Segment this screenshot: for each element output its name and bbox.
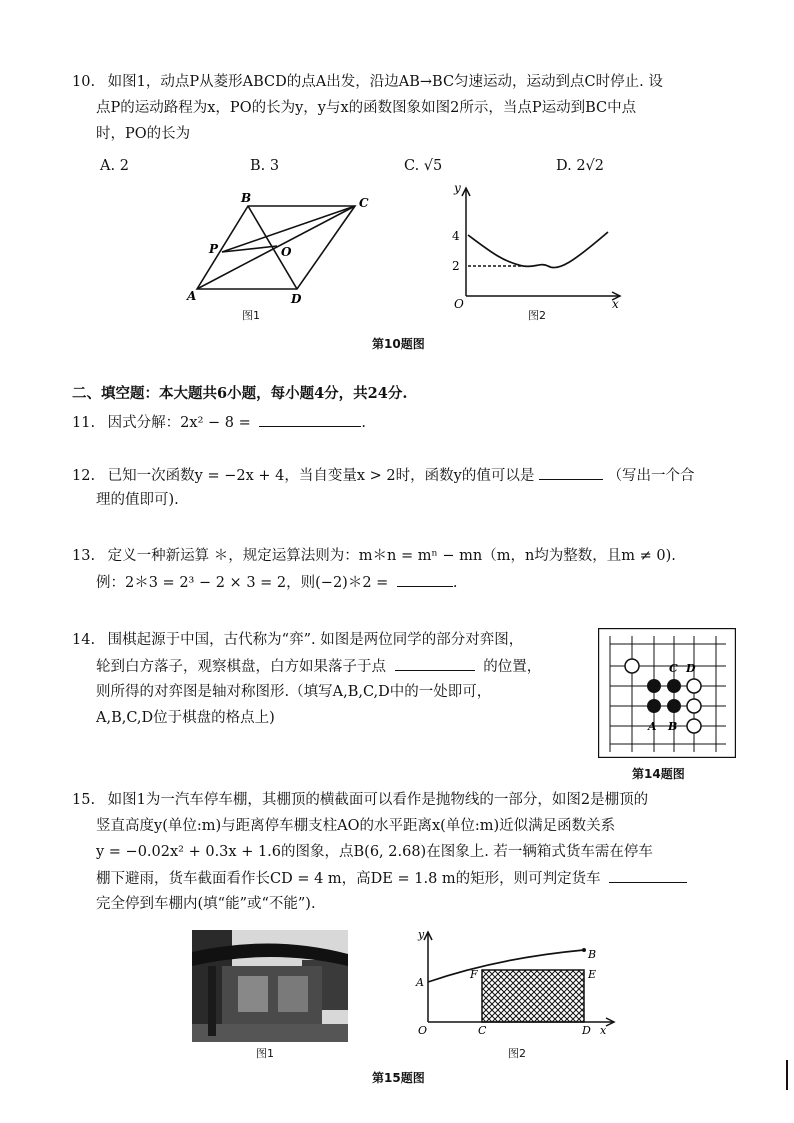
black-stone [667, 699, 681, 713]
point-b-label: B [241, 191, 252, 205]
q12-text-line1-tail: （写出一个合 [607, 468, 695, 484]
q10-option-a: A. 2 [100, 158, 129, 174]
carport-photo [192, 930, 348, 1042]
point-c-label: C [359, 196, 369, 210]
q10-option-c: C. √5 [404, 158, 443, 174]
q15-text-line5: 完全停到车棚内(填“能”或“不能”). [96, 896, 316, 912]
q15-answer-blank[interactable] [609, 868, 687, 883]
q11-answer-blank[interactable] [259, 412, 361, 427]
graph-origin-label: O [454, 297, 464, 310]
q12-number: 12. [72, 468, 96, 484]
board-point-d: D [686, 662, 696, 675]
scan-edge-mark [786, 1060, 788, 1090]
graph2-point-f: F [470, 968, 478, 981]
q12-text-line1: 已知一次函数y = −2x + 4，当自变量x > 2时，函数y的值可以是 [107, 468, 535, 484]
question-11 [72, 412, 366, 433]
q14-text-line1: 围棋起源于中国，古代称为“弈”. 如图是两位同学的部分对弈图， [107, 632, 524, 648]
white-stone [687, 679, 701, 693]
q12-answer-blank[interactable] [539, 465, 603, 480]
q10-function-graph [448, 180, 628, 310]
q15-fig1-label: 图1 [256, 1047, 274, 1060]
graph-tick-2: 2 [452, 259, 460, 273]
graph2-x-label: x [600, 1024, 607, 1037]
q11-number: 11. [72, 415, 96, 431]
q12-text-line2: 理的值即可). [96, 492, 179, 508]
q15-text-line1: 如图1为一汽车停车棚，其棚顶的横截面可以看作是抛物线的一部分，如图2是棚顶的 [107, 792, 649, 808]
q10-fig2-label: 图2 [528, 309, 546, 322]
graph-tick-4: 4 [452, 229, 460, 243]
graph-x-label: x [612, 297, 619, 310]
graph2-origin: O [418, 1024, 428, 1037]
q10-option-d: D. 2√2 [556, 158, 605, 174]
graph2-y-label: y [418, 928, 425, 941]
q15-text-line2: 竖直高度y(单位:m)与距离停车棚支柱AO的水平距离x(单位:m)近似满足函数关系 [96, 818, 616, 834]
go-board [598, 628, 736, 758]
q10-fig1-label: 图1 [242, 309, 260, 322]
q13-tail: . [452, 575, 458, 591]
q10-text-line1: 如图1，动点P从菱形ABCD的点A出发，沿边AB→BC匀速运动，运动到点C时停止. 设 [107, 74, 663, 90]
q15-number: 15. [72, 792, 96, 808]
point-p-label: P [209, 242, 219, 256]
q15-fig2-label: 图2 [508, 1047, 526, 1060]
q13-text-line1: 定义一种新运算 ＊，规定运算法则为：m＊n = mⁿ − mn（m，n均为整数，且m ≠ 0). [107, 548, 676, 564]
black-stone [647, 679, 661, 693]
q14-caption: 第14题图 [632, 767, 685, 781]
q10-caption: 第10题图 [372, 337, 425, 351]
q13-answer-blank[interactable] [397, 572, 453, 587]
black-stone [667, 679, 681, 693]
graph-y-label: y [454, 181, 461, 195]
board-point-a: A [648, 720, 657, 733]
graph2-point-c: C [478, 1024, 487, 1037]
q15-caption: 第15题图 [372, 1071, 425, 1085]
q14-number: 14. [72, 632, 96, 648]
q14-answer-blank[interactable] [395, 656, 475, 671]
graph2-point-b: B [588, 948, 597, 961]
black-stone [647, 699, 661, 713]
q13-text-line2: 例：2＊3 = 2³ − 2 × 3 = 2，则(−2)＊2 = [96, 575, 389, 591]
board-point-b: B [668, 720, 678, 733]
board-point-c: C [669, 662, 678, 675]
white-stone [625, 659, 639, 673]
graph2-point-e: E [588, 968, 597, 981]
white-stone [687, 699, 701, 713]
q14-text-line2a: 轮到白方落子，观察棋盘，白方如果落子于点 [96, 659, 386, 675]
q10-text-line2: 点P的运动路程为x，PO的长为y，y与x的函数图象如图2所示，当点P运动到BC中点 [96, 100, 637, 116]
q11-text: 因式分解：2x² − 8 = [107, 415, 251, 431]
point-d-label: D [291, 292, 302, 305]
q14-text-line4: A,B,C,D位于棋盘的格点上) [96, 710, 275, 726]
point-a-label: A [187, 289, 197, 303]
q14-text-line2b: 的位置， [483, 659, 542, 675]
graph2-point-d: D [582, 1024, 591, 1037]
q10-rhombus-figure [185, 190, 385, 305]
q10-number: 10. [72, 74, 96, 90]
q10-text-line3: 时，PO的长为 [96, 126, 191, 142]
point-o-label: O [281, 245, 292, 259]
white-stone [687, 719, 701, 733]
q15-text-line4: 棚下避雨，货车截面看作长CD = 4 m，高DE = 1.8 m的矩形，则可判定货车 [96, 871, 601, 887]
q15-text-line3: y = −0.02x² + 0.3x + 1.6的图象，点B(6, 2.68)在图象上. 若一辆箱式货车需在停车 [96, 844, 653, 860]
graph2-point-a: A [416, 976, 424, 989]
q13-number: 13. [72, 548, 96, 564]
q15-parabola-graph [408, 926, 618, 1040]
section-2-title: 二、填空题：本大题共6小题，每小题4分，共24分. [72, 385, 408, 402]
q14-text-line3: 则所得的对弈图是轴对称图形.（填写A,B,C,D中的一处即可， [96, 684, 492, 700]
q11-tail: . [361, 415, 366, 431]
q10-option-b: B. 3 [250, 158, 280, 174]
